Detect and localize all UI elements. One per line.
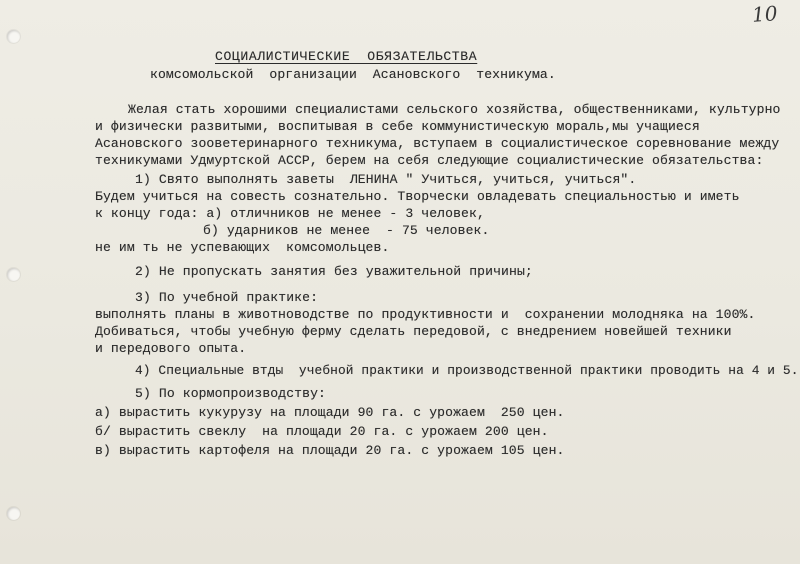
- item-1-line-3: к концу года: а) отличников не менее - 3 человек,: [95, 206, 485, 221]
- item-3-heading: 3) По учебной практике:: [135, 290, 319, 305]
- item-5-line-b: б/ вырастить свеклу на площади 20 га. с урожаем 200 цен.: [95, 424, 549, 439]
- item-2: 2) Не пропускать занятия без уважительной причины;: [135, 264, 533, 279]
- item-3-line-2: выполнять планы в животноводстве по продуктивности и сохранении молодняка на 100%.: [95, 307, 756, 322]
- item-5-line-a: а) вырастить кукурузу на площади 90 га. с урожаем 250 цен.: [95, 405, 565, 420]
- punch-hole-middle: [7, 268, 20, 281]
- punch-hole-bottom: [7, 507, 20, 520]
- handwritten-page-number: 10: [751, 1, 779, 27]
- item-1-line-4: б) ударников не менее - 75 человек.: [203, 223, 490, 238]
- item-1-heading: 1) Свято выполнять заветы ЛЕНИНА " Учиться, учиться, учиться".: [135, 172, 637, 187]
- document-subtitle: комсомольской организации Асановского техникума.: [150, 67, 556, 82]
- punch-hole-top: [7, 30, 20, 43]
- document-title: СОЦИАЛИСТИЧЕСКИЕ ОБЯЗАТЕЛЬСТВА: [215, 49, 478, 64]
- item-1-line-2: Будем учиться на совесть сознательно. Творчески овладевать специальностью и иметь: [95, 189, 740, 204]
- intro-line-3: Асановского зооветеринарного техникума, вступаем в социалистическое соревнование между: [95, 136, 780, 151]
- intro-line-2: и физически развитыми, воспитывая в себе коммунистическую мораль,мы учащиеся: [95, 119, 700, 134]
- item-3-line-4: и передового опыта.: [95, 341, 247, 356]
- item-3-line-3: Добиваться, чтобы учебную ферму сделать передовой, с внедрением новейшей техники: [95, 324, 732, 339]
- item-5-heading: 5) По кормопроизводству:: [135, 386, 326, 401]
- intro-line-4: техникумами Удмуртской АССР, берем на себя следующие социалистические обязательства:: [95, 153, 764, 168]
- item-1-line-5: не им ть не успевающих комсомольцев.: [95, 240, 390, 255]
- item-5-line-c: в) вырастить картофеля на площади 20 га. с урожаем 105 цен.: [95, 443, 565, 458]
- item-4: 4) Специальные втды учебной практики и производственной практики проводить на 4 и 5.: [135, 363, 799, 378]
- intro-line-1: Желая стать хорошими специалистами сельского хозяйства, общественниками, культурно: [128, 102, 781, 117]
